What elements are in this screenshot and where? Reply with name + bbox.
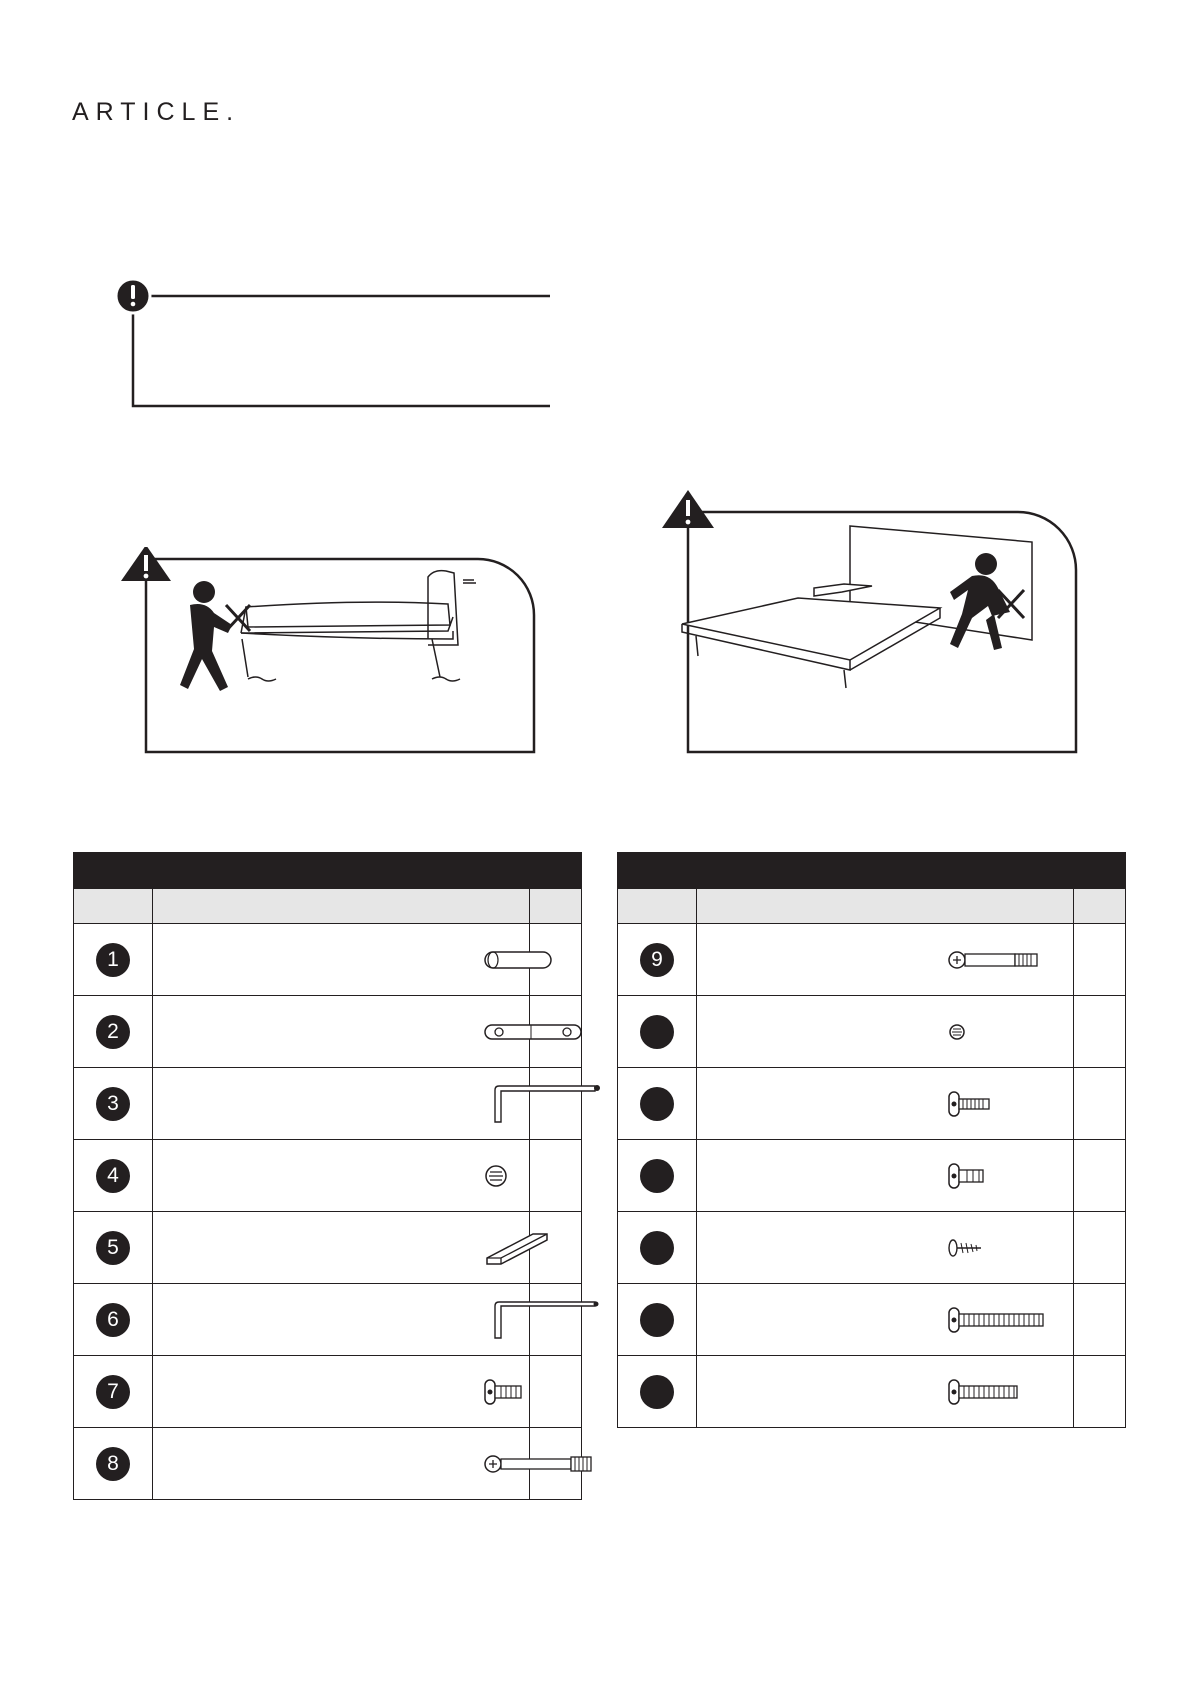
person-figure	[180, 581, 232, 691]
felt-pad-icon	[483, 1228, 553, 1268]
part-number-badge: 1	[96, 943, 130, 977]
part-number-badge: 5	[96, 1231, 130, 1265]
small-cam-lock-icon	[947, 1021, 971, 1043]
warning-triangle-icon	[121, 547, 171, 581]
part-number-badge: 2	[96, 1015, 130, 1049]
table-row	[618, 924, 1126, 996]
allen-key-long-icon	[483, 1298, 603, 1342]
warning-panel-lift-footboard	[118, 547, 548, 757]
table-row	[74, 996, 582, 1068]
threaded-bolt-icon	[947, 1089, 997, 1119]
parts-table-right	[617, 852, 1126, 1428]
part-number-badge: 8	[96, 1447, 130, 1481]
table-row	[618, 1068, 1126, 1140]
medium-threaded-bolt-icon	[947, 1377, 1023, 1407]
table-header	[74, 853, 582, 889]
long-threaded-bolt-icon	[947, 1305, 1047, 1335]
part-number-badge: 9	[640, 943, 674, 977]
table-row	[618, 1356, 1126, 1428]
table-row	[74, 1212, 582, 1284]
table-row	[618, 1284, 1126, 1356]
table-header	[618, 853, 1126, 889]
warning-triangle-icon	[662, 490, 714, 528]
cam-bolt-icon	[947, 946, 1043, 974]
part-number-badge	[640, 1015, 674, 1049]
part-number-badge	[640, 1375, 674, 1409]
table-row	[74, 1284, 582, 1356]
table-row	[74, 1356, 582, 1428]
table-row	[74, 1428, 582, 1500]
long-cam-bolt-icon	[483, 1450, 595, 1478]
part-number-badge	[640, 1087, 674, 1121]
notice-box	[110, 278, 550, 418]
table-row	[618, 1212, 1126, 1284]
exclamation-circle-icon	[116, 279, 150, 313]
table-row	[74, 924, 582, 996]
part-number-badge: 4	[96, 1159, 130, 1193]
table-subheader	[74, 889, 582, 924]
table-row	[74, 1140, 582, 1212]
wood-screw-icon	[947, 1237, 987, 1259]
short-bolt-icon	[947, 1161, 993, 1191]
table-row	[618, 1140, 1126, 1212]
table-subheader	[618, 889, 1126, 924]
allen-key-ball-end-icon	[483, 1082, 603, 1126]
part-number-badge	[640, 1231, 674, 1265]
warning-panel-lift-nightstand	[622, 490, 1082, 760]
cam-dowel-icon	[483, 1020, 583, 1044]
part-number-badge: 6	[96, 1303, 130, 1337]
cam-lock-icon	[483, 1163, 513, 1189]
bed-illustration	[241, 571, 476, 681]
parts-table-left	[73, 852, 582, 1500]
brand-logo: ARTICLE.	[72, 98, 241, 126]
part-number-badge	[640, 1303, 674, 1337]
table-row	[618, 996, 1126, 1068]
part-number-badge: 7	[96, 1375, 130, 1409]
wooden-dowel-icon	[483, 948, 555, 972]
part-number-badge	[640, 1159, 674, 1193]
short-bolt-icon	[483, 1377, 533, 1407]
table-row	[74, 1068, 582, 1140]
part-number-badge: 3	[96, 1087, 130, 1121]
